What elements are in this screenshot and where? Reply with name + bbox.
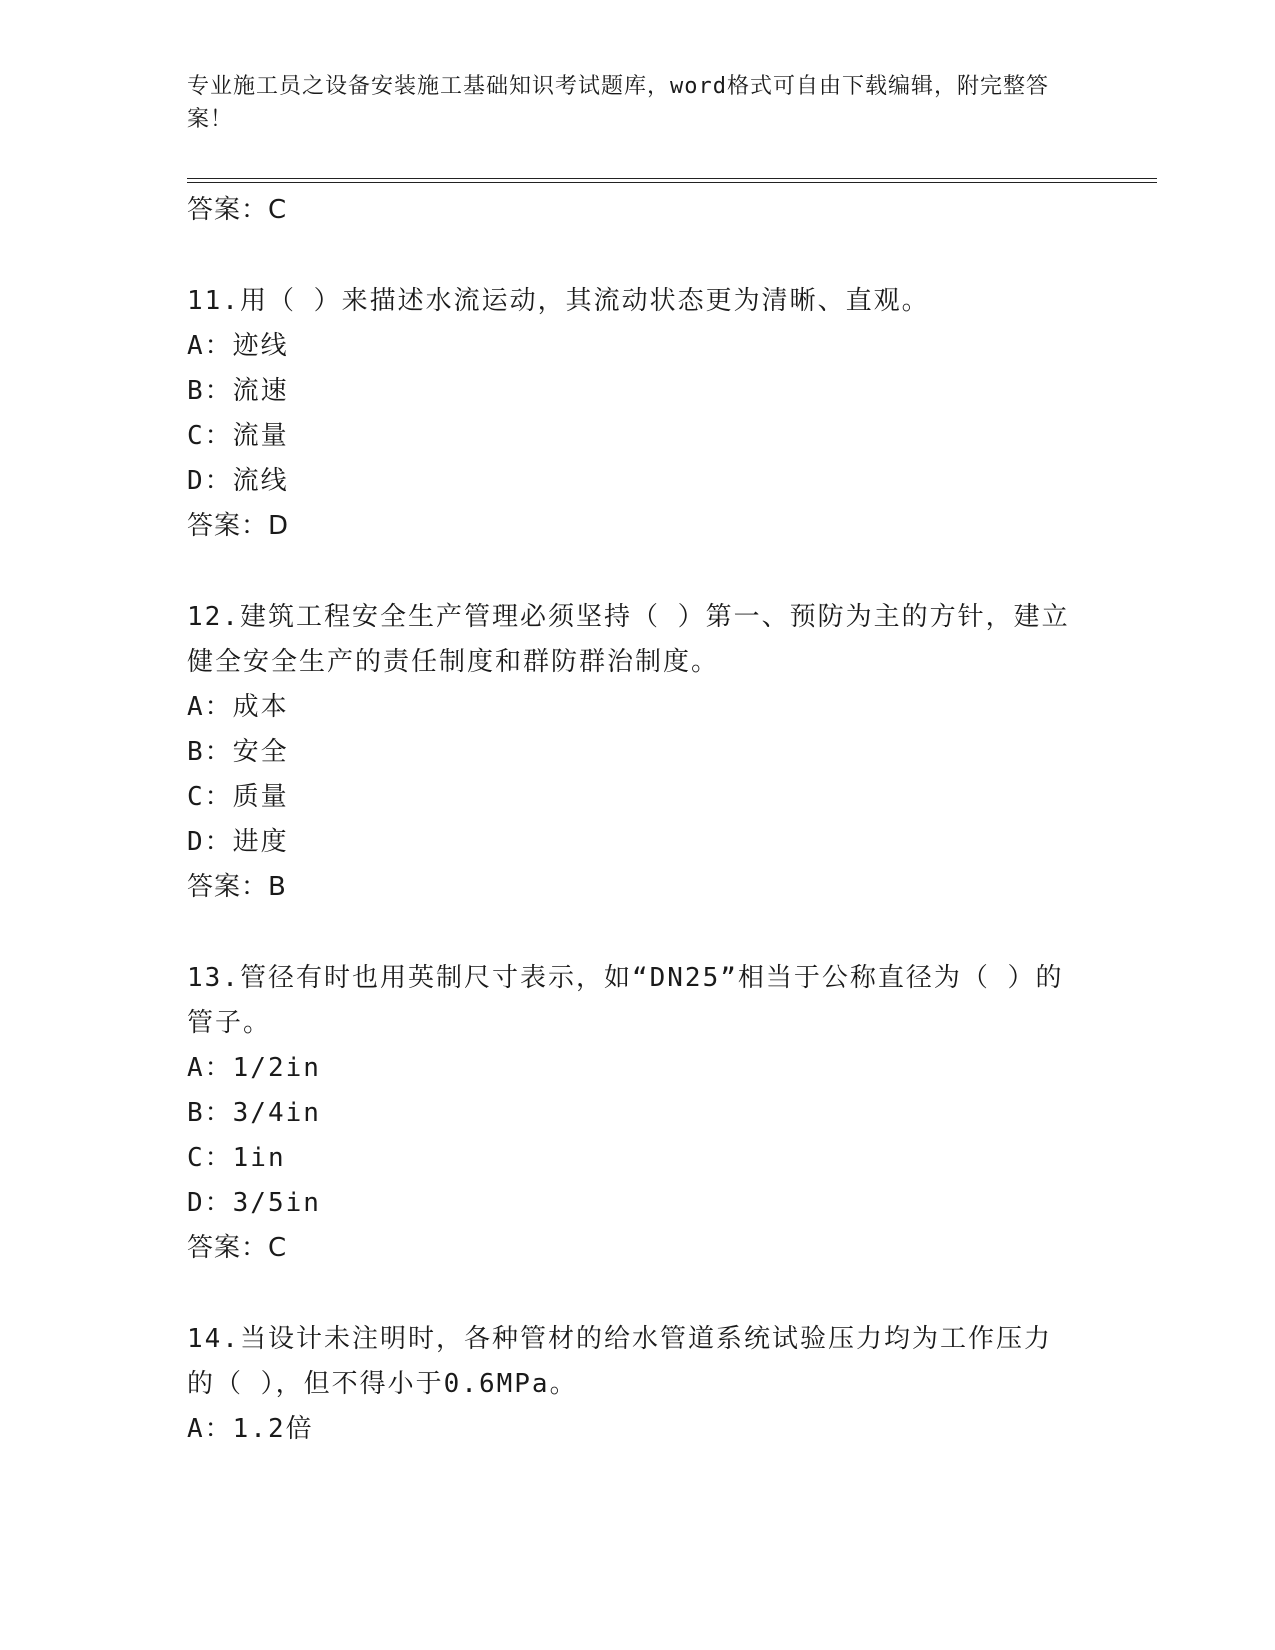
option-a: A：成本 bbox=[187, 692, 289, 722]
option-d: D：流线 bbox=[187, 466, 289, 496]
answer-line: 答案：C bbox=[187, 195, 288, 225]
option-d: D：3/5in bbox=[187, 1188, 321, 1218]
option-a: A：1.2倍 bbox=[187, 1414, 314, 1444]
option-b: B：安全 bbox=[187, 737, 289, 767]
option-b: B：3/4in bbox=[187, 1098, 321, 1128]
question-block bbox=[187, 595, 1157, 910]
question-block bbox=[187, 1317, 1157, 1452]
option-a: A：迹线 bbox=[187, 331, 289, 361]
question-text: 11.用（ ）来描述水流运动，其流动状态更为清晰、直观。 bbox=[187, 286, 930, 316]
question-list bbox=[187, 188, 1157, 1452]
question-text: 13.管径有时也用英制尺寸表示，如“DN25”相当于公称直径为（ ）的管子。 bbox=[187, 963, 1064, 1038]
answer-line: 答案：B bbox=[187, 872, 287, 902]
option-a: A：1/2in bbox=[187, 1053, 321, 1083]
option-c: C：流量 bbox=[187, 421, 289, 451]
option-b: B：流速 bbox=[187, 376, 289, 406]
answer-line: 答案：C bbox=[187, 1233, 288, 1263]
question-text: 14.当设计未注明时，各种管材的给水管道系统试验压力均为工作压力的（ ），但不得小于0.6MPa。 bbox=[187, 1324, 1052, 1399]
option-c: C：质量 bbox=[187, 782, 289, 812]
answer-line: 答案：D bbox=[187, 511, 290, 541]
header-divider bbox=[187, 178, 1157, 183]
option-c: C：1in bbox=[187, 1143, 286, 1173]
document-header: 专业施工员之设备安装施工基础知识考试题库，word格式可自由下载编辑，附完整答案！ bbox=[187, 74, 1049, 132]
question-block bbox=[187, 956, 1157, 1271]
question-text: 12.建筑工程安全生产管理必须坚持（ ）第一、预防为主的方针，建立健全安全生产的责任制度和群防群治制度。 bbox=[187, 602, 1070, 677]
option-d: D：进度 bbox=[187, 827, 289, 857]
question-block bbox=[187, 279, 1157, 549]
